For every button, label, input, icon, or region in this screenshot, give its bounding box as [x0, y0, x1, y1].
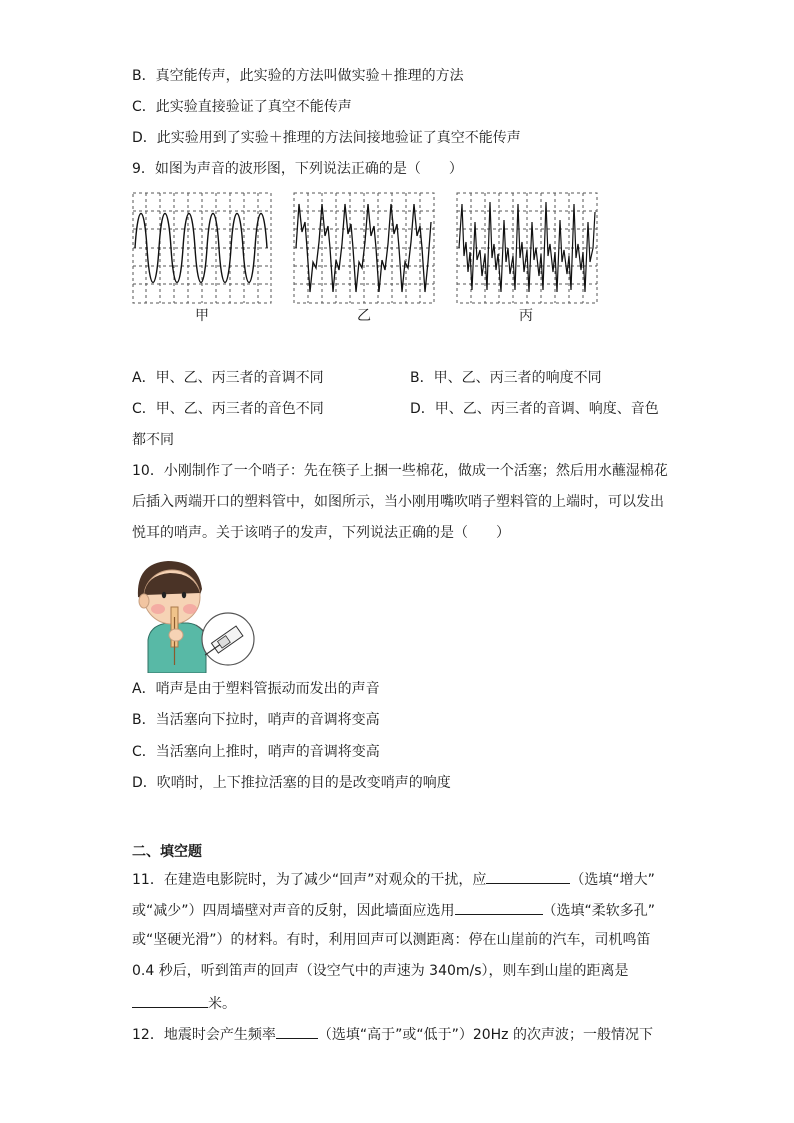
q11-line-1 [132, 868, 655, 890]
q9-option-b: B．甲、乙、丙三者的响度不同 [410, 370, 602, 386]
q11-line-1-text-a: 11．在建造电影院时，为了减少“回声”对观众的干扰，应 [132, 872, 487, 888]
q8-option-d: D．此实验用到了实验＋推理的方法间接地验证了真空不能传声 [132, 130, 521, 146]
q11-line-3: 或“坚硬光滑”）的材料。有时，利用回声可以测距离：停在山崖前的汽车，司机鸣笛 [132, 932, 651, 948]
q9-option-c: C．甲、乙、丙三者的音色不同 [132, 401, 324, 417]
q10-option-c: C．当活塞向上推时，哨声的音调将变高 [132, 744, 380, 760]
waveform-label-jia: 甲 [195, 308, 209, 324]
waveform-jia [132, 192, 272, 304]
q9-option-a: A．甲、乙、丙三者的音调不同 [132, 370, 324, 386]
waveform-label-bing: 丙 [519, 308, 533, 324]
q10-option-b: B．当活塞向下拉时，哨声的音调将变高 [132, 712, 380, 728]
q12-blank-1[interactable] [276, 1023, 318, 1039]
q12-line-1-text-b: （选填“高于”或“低于”）20Hz 的次声波；一般情况下 [317, 1027, 653, 1043]
q11-line-5-text: 米。 [208, 996, 236, 1012]
q12-line-1-text-a: 12．地震时会产生频率 [132, 1027, 276, 1043]
q8-option-b: B．真空能传声，此实验的方法叫做实验＋推理的方法 [132, 68, 464, 84]
q8-option-c: C．此实验直接验证了真空不能传声 [132, 99, 352, 115]
waveform-label-yi: 乙 [357, 308, 371, 324]
q11-line-4: 0.4 秒后，听到笛声的回声（设空气中的声速为 340m/s），则车到山崖的距离是 [132, 963, 629, 979]
q11-blank-3[interactable] [132, 992, 208, 1008]
q9-option-d: D．甲、乙、丙三者的音调、响度、音色 [410, 401, 659, 417]
q10-option-d: D．吹哨时，上下推拉活塞的目的是改变哨声的响度 [132, 775, 451, 791]
boy-whistle-illustration [130, 555, 260, 673]
section-title: 二、填空题 [132, 844, 202, 860]
q9-stem: 9．如图为声音的波形图，下列说法正确的是（ ） [132, 161, 463, 177]
q11-line-5 [132, 992, 236, 1014]
q11-line-1-text-b: （选填“增大” [570, 872, 655, 888]
q11-blank-2[interactable] [455, 899, 543, 915]
waveform-yi [293, 192, 435, 304]
q10-stem-line-1: 10．小刚制作了一个哨子：先在筷子上捆一些棉花，做成一个活塞；然后用水蘸湿棉花 [132, 463, 668, 479]
q11-line-2-text-b: （选填“柔软多孔” [542, 903, 656, 919]
q12-line-1 [132, 1023, 653, 1045]
q10-stem-line-2: 后插入两端开口的塑料管中，如图所示，当小刚用嘴吹哨子塑料管的上端时，可以发出 [132, 494, 664, 510]
q11-blank-1[interactable] [486, 868, 570, 884]
q9-option-d-continued: 都不同 [132, 432, 174, 448]
q10-stem-line-3: 悦耳的哨声。关于该哨子的发声，下列说法正确的是（ ） [132, 525, 510, 541]
q10-option-a: A．哨声是由于塑料管振动而发出的声音 [132, 681, 380, 697]
q11-line-2 [132, 899, 655, 921]
q11-line-2-text-a: 或“减少”）四周墙壁对声音的反射，因此墙面应选用 [132, 903, 455, 919]
waveform-bing [456, 192, 598, 304]
